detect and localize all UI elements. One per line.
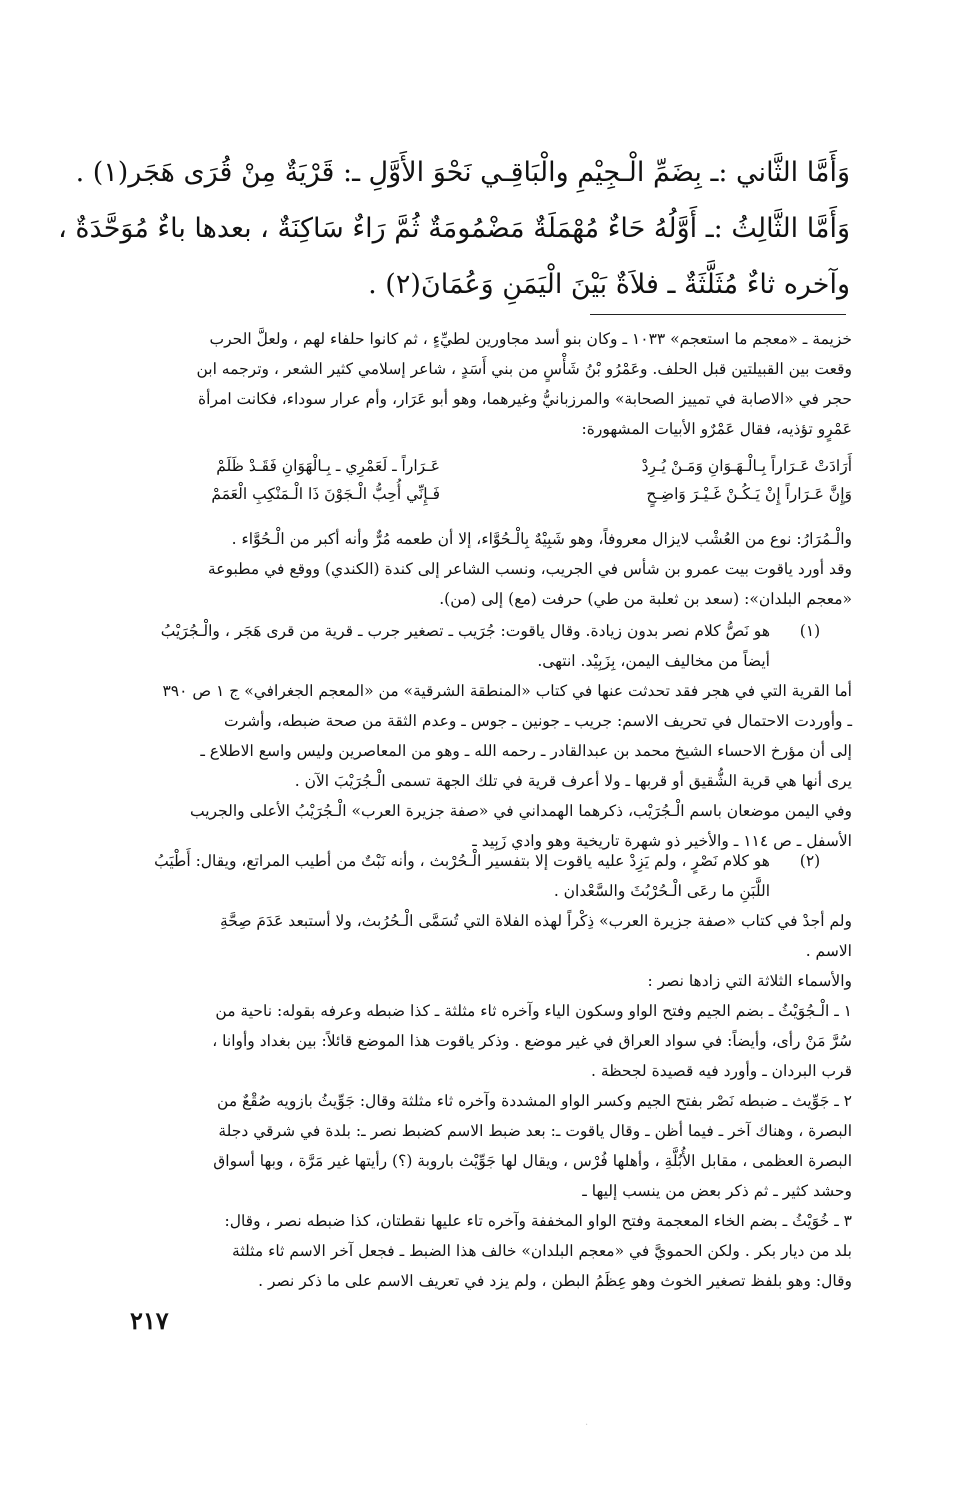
footnote-line: قرب البردان ـ وأورد فيه قصيدة لجحظة .: [591, 1062, 852, 1080]
footnote-line: وقعت بين القبيلتين قبل الحلف. وعَمْرُو بْنُ شَأْسٍ من بني أَسَدٍ ، شاعر إسلامي كثير الشعر ، وترجمه ابن: [196, 360, 852, 378]
footnote-line: وحشد كثير ـ ثم ذكر بعض من ينسب إليها ـ: [582, 1182, 852, 1200]
footnote-line: أيضاً من مخاليف اليمن، بِزَبِيْد. انتهى.: [537, 652, 770, 670]
footnote-line: يرى أنها هي قرية الشُّقيق أو قربها ـ ولا أعرف قرية في تلك الجهة تسمى الْـجُرَيْبَ الآن .: [294, 772, 852, 790]
footnote-1-continued: [130, 676, 852, 856]
footnote-line: الأسفل ـ ص ١١٤ ـ والأخير ذو شهرة تاريخية وهو وادي زَبِيد ـ: [472, 832, 852, 850]
footnote-2-continued: [130, 906, 852, 1296]
verse-first-hemistichs: [460, 452, 852, 508]
footnote-line: «معجم البلدان»: (سعد بن ثعلبة من طي) حرفت (مع) إلى (من).: [439, 590, 852, 608]
footnote-line: البصرة العظمى ، مقابل الأُبُلَّةِ ، وأهلها فُرْس ، ويقال لها جَوِّيْث باروبة (؟) رأيتها غير مَرَّة ، وبها أسواق: [213, 1152, 852, 1170]
footnote-separator: [590, 314, 846, 315]
footnote-line: البصرة ، وهناك آخر ـ فيما أظن ـ وقال ياقوت ـ: بعد ضبط الاسم كضبط نصر ـ: بلدة في شرقي دجلة: [218, 1122, 852, 1140]
main-text: [58, 146, 850, 314]
footnote-line: والْـمُرَارُ: نوع من العُشْب لايزال معروفاً، وهو شَبِيْهٌ بِالْـحُوَّاء، إلا أن طعمه مُرٌّ وأنه أكبر من الْـحُوَّاء .: [231, 530, 852, 548]
footnote-line: عَمْرٍو تؤذيه، فقال عَمْرٌو الأبيات المشهورة:: [581, 420, 852, 438]
footnote-1-marker: (١): [799, 622, 821, 640]
verse-hemistich: فَـإِنِّي أُحِبُّ الْـجَوْنَ ذَا الْـمَنْكِبِ الْعَمَمْ: [211, 485, 440, 503]
footnote-line: حجر في «الاصابة في تمييز الصحابة» والمرزبانيُّ وغيرهما، وهو أبو عَرَار، وأم عرار سوداء، فكانت امرأة: [198, 390, 852, 408]
main-line: وَأَمَّا الثَّاني :ـ بِضَمِّ الْـجِيْمِ والْبَاقِـي نَحْوَ الأَوَّلِ ـ: قَرْيَةٌ مِنْ قُرَى هَجَر(١) .: [75, 157, 850, 188]
footnote-2: [130, 846, 770, 906]
footnote-line: الاسم .: [805, 942, 852, 960]
footnote-line: ولم أجدْ في كتاب «صفة جزيرة العرب» ذِكْراً لهذه الفلاة التي تُسَمَّى الْـحُرُبث، ولا أستبعد عَدَمَ صِحَّةِ: [220, 912, 852, 930]
footnote-line: ١ ـ الْـجُوَيْثُ ـ بضم الجيم وفتح الواو وسكون الياء وآخره ثاء مثلثة ـ كذا ضبطه وعرفه بقوله: ناحية من: [215, 1002, 852, 1020]
footnote-line: وفي اليمن موضعان باسم الْـجُرَيْب، ذكرهما الهمداني في «صفة جزيرة العرب» الْـجُرَيْبُ الأعلى والجريب: [190, 802, 852, 820]
footnote-line: سُرَّ مَنْ رأى، وأيضاً: في سواد العراق في غير موضع . وذكر ياقوت هذا الموضع قائلاً: بين بغداد وأوانا ،: [212, 1032, 852, 1050]
footnote-line: هو نَصُّ كلام نصر بدون زيادة. وقال ياقوت: جُرَيب ـ تصغير جرب ـ قرية من قرى هَجَر ، والْـجُرَيْبُ: [160, 622, 770, 640]
verse-second-hemistichs: [130, 452, 440, 508]
footnote-intro: [130, 324, 852, 444]
footnote-notes: [130, 524, 852, 614]
footnote-line: هو كلام نَصْرٍ ، ولم يَزِدْ عليه ياقوت إلا بتفسير الْـحُرْبث ، وأنه نَبْتٌ من أطيب المراتع، ويقال: أَطْيَبُ: [154, 852, 770, 870]
footnote-1: [130, 616, 770, 676]
footnote-line: أما القرية التي في هجر فقد تحدثت عنها في كتاب «المنطقة الشرقية» من «المعجم الجغرافي» ج ١ ص ٣٩٠: [162, 682, 852, 700]
main-line: وآخره ثاءٌ مُثَلَّثَةٌ ـ فلاَةٌ بَيْنَ الْيَمَنِ وَعُمَانَ(٢) .: [368, 269, 850, 300]
footnote-2-marker: (٢): [799, 852, 821, 870]
footnote-line: اللَّبَنِ ما رعَى الْـحُرْبُثَ والسَّعْدان .: [553, 882, 770, 900]
verse-hemistich: عَـرَاراً ـ لَعَمْرِي ـ بِـالْهَوَانِ فَقَـدْ ظَلَمْ: [216, 457, 440, 475]
page-number: ٢١٧: [130, 1306, 169, 1335]
footnote-line: وقال: وهو بلفظ تصغير الخوث وهو عِظَمُ البطن ، ولم يزد في تعريف الاسم على ما ذكر نصر .: [258, 1272, 852, 1290]
footnote-line: بلد من ديار بكر . ولكن الحمويَّ في «معجم البلدان» خالف هذا الضبط ـ فجعل آخر الاسم ثاء مثلثة: [232, 1242, 852, 1260]
footnote-line: ٣ ـ خُوَيْثُ ـ بضم الخاء المعجمة وفتح الواو المخففة وآخره تاء عليها نقطتان، كذا ضبطه نصر ، وقال:: [224, 1212, 852, 1230]
footnote-line: خزيمة ـ «معجم ما استعجم» ١٠٣٣ ـ وكان بنو أسد مجاورين لطيِّءٍ ، ثم كانوا حلفاء لهم ، ولعلَّ الحرب: [209, 330, 852, 348]
main-line: وَأَمَّا الثَّالِثُ :ـ أَوَّلُهُ حَاءٌ مُهْمَلَةٌ مَضْمُومَةٌ ثُمَّ رَاءٌ سَاكِنَةٌ ، بعدها باءٌ مُوَحَّدَةٌ ،: [58, 213, 850, 244]
footnote-line: ٢ ـ جَوِّيث ـ ضبطه نَصْر بفتح الجيم وكسر الواو المشددة وآخره ثاء مثلثة وقال: جَوِّيثُ بازويه صُقْعٌ من: [217, 1092, 852, 1110]
verse-hemistich: وَإِنَّ عَـرَاراً إِنْ يَـكُـنْ غَـيْـرَ وَاضِـحٍ: [646, 485, 852, 503]
verse-hemistich: أَرَادَتْ عَـرَاراً بِـالْـهَـوَانِ وَمَـنْ يُـرِدْ: [641, 457, 852, 475]
scan-speck: ·: [585, 1420, 589, 1431]
footnote-line: ـ وأوردت الاحتمال في تحريف الاسم: جريب ـ جونين ـ جوس ـ وعدم الثقة من صحة ضبطه، وأشرت: [223, 712, 852, 730]
footnote-line: إلى أن مؤرخ الاحساء الشيخ محمد بن عبدالقادر ـ رحمه الله ـ وهو من المعاصرين وليس واسع الاطلاع ـ: [200, 742, 852, 760]
footnote-line: وقد أورد ياقوت بيت عمرو بن شأس في الجريب، ونسب الشاعر إلى كندة (الكندي) ووقع في مطبوعة: [207, 560, 852, 578]
footnote-line: والأسماء الثلاثة التي زادها نصر :: [647, 972, 852, 990]
